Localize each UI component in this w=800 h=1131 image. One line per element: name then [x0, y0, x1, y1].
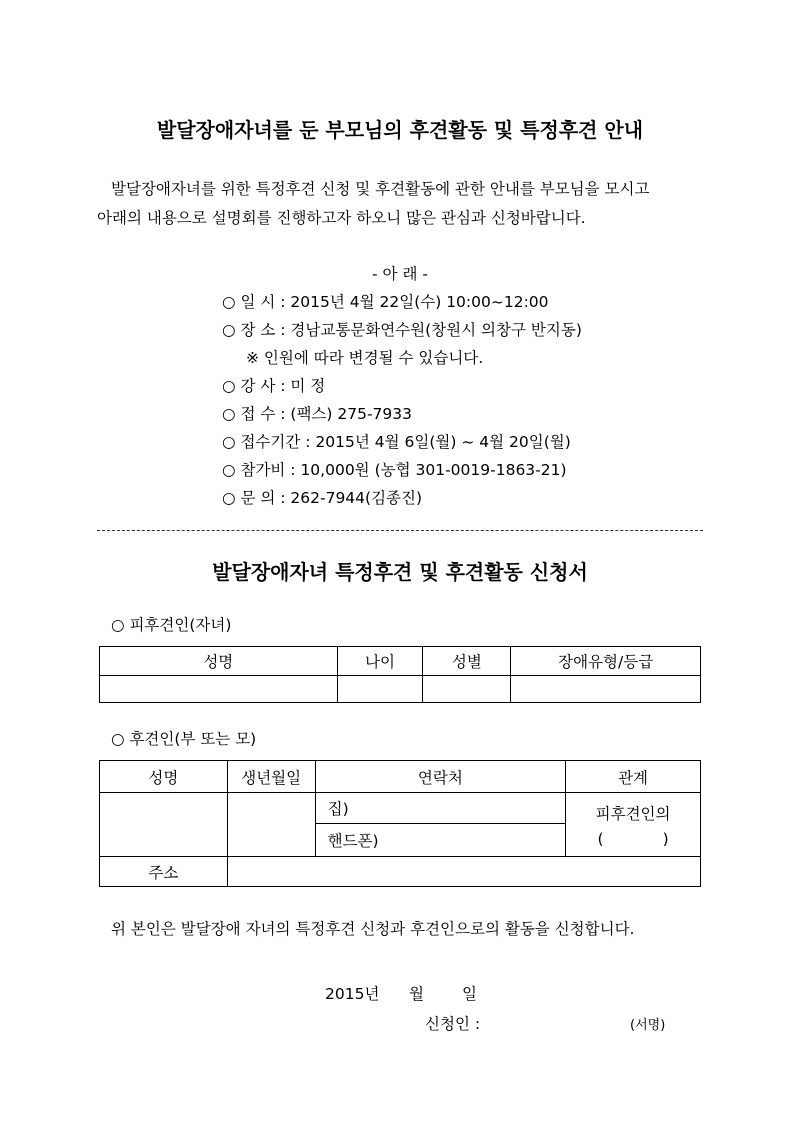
- guardian-table: [99, 760, 701, 887]
- schedule-fee-item: ○ 참가비 : 10,000원 (농협 301-0019-1863-21): [222, 461, 567, 479]
- guardian-name-field[interactable]: [100, 793, 228, 857]
- ward-header-age: 나이: [337, 647, 423, 676]
- ward-header-disability: 장애유형/등급: [511, 647, 701, 676]
- declaration-text: 위 본인은 발달장애 자녀의 특정후견 신청과 후견인으로의 활동을 신청합니다.: [111, 920, 635, 938]
- schedule-place-note: ※ 인원에 따라 변경될 수 있습니다.: [246, 349, 484, 367]
- guardian-header-birthdate: 생년월일: [227, 761, 315, 793]
- notice-intro-line1: 발달장애자녀를 위한 특정후견 신청 및 후견활동에 관한 안내를 부모님을 모시고: [111, 180, 650, 198]
- notice-title: 발달장애자녀를 둔 부모님의 후견활동 및 특정후견 안내: [156, 118, 644, 142]
- date-month[interactable]: 월: [409, 985, 424, 1003]
- guardian-header-relation: 관계: [566, 761, 701, 793]
- signature-label[interactable]: (서명): [630, 1018, 666, 1033]
- ward-age-field[interactable]: [337, 676, 423, 703]
- ward-disability-field[interactable]: [511, 676, 701, 703]
- ward-section-label: ○ 피후견인(자녀): [111, 616, 232, 634]
- guardian-header-contact: 연락처: [315, 761, 566, 793]
- ward-gender-field[interactable]: [423, 676, 511, 703]
- schedule-period-item: ○ 접수기간 : 2015년 4월 6일(월) ~ 4월 20일(월): [222, 433, 571, 451]
- guardian-section-label: ○ 후견인(부 또는 모): [111, 730, 257, 748]
- schedule-date-item: ○ 일 시 : 2015년 4월 22일(수) 10:00~12:00: [222, 293, 549, 311]
- schedule-reception-item: ○ 접 수 : (팩스) 275-7933: [222, 405, 412, 423]
- date-year: 2015년: [325, 985, 380, 1003]
- guardian-mobile-phone-field[interactable]: 핸드폰): [315, 824, 566, 857]
- notice-intro-line2: 아래의 내용으로 설명회를 진행하고자 하오니 많은 관심과 신청바랍니다.: [97, 209, 586, 227]
- ward-table: [99, 646, 701, 703]
- ward-name-field[interactable]: [100, 676, 338, 703]
- relation-line2: ( ): [597, 829, 669, 848]
- guardian-home-phone-field[interactable]: 집): [315, 793, 566, 824]
- relation-line1: 피후견인의: [595, 804, 671, 823]
- guardian-address-label: 주소: [100, 857, 228, 887]
- application-title: 발달장애자녀 특정후견 및 후견활동 신청서: [212, 560, 588, 584]
- ward-header-gender: 성별: [423, 647, 511, 676]
- guardian-header-name: 성명: [100, 761, 228, 793]
- schedule-lecturer-item: ○ 강 사 : 미 정: [222, 377, 326, 395]
- cut-line-divider: [97, 530, 703, 531]
- schedule-place-item: ○ 장 소 : 경남교통문화연수원(창원시 의창구 반지동): [222, 321, 582, 339]
- ward-header-name: 성명: [100, 647, 338, 676]
- date-day[interactable]: 일: [462, 985, 477, 1003]
- applicant-label: 신청인 :: [425, 1015, 481, 1033]
- guardian-address-field[interactable]: [227, 857, 700, 887]
- schedule-contact-item: ○ 문 의 : 262-7944(김종진): [222, 489, 423, 507]
- below-heading: - 아 래 -: [372, 265, 428, 283]
- guardian-relation-field[interactable]: [566, 793, 701, 857]
- guardian-birthdate-field[interactable]: [227, 793, 315, 857]
